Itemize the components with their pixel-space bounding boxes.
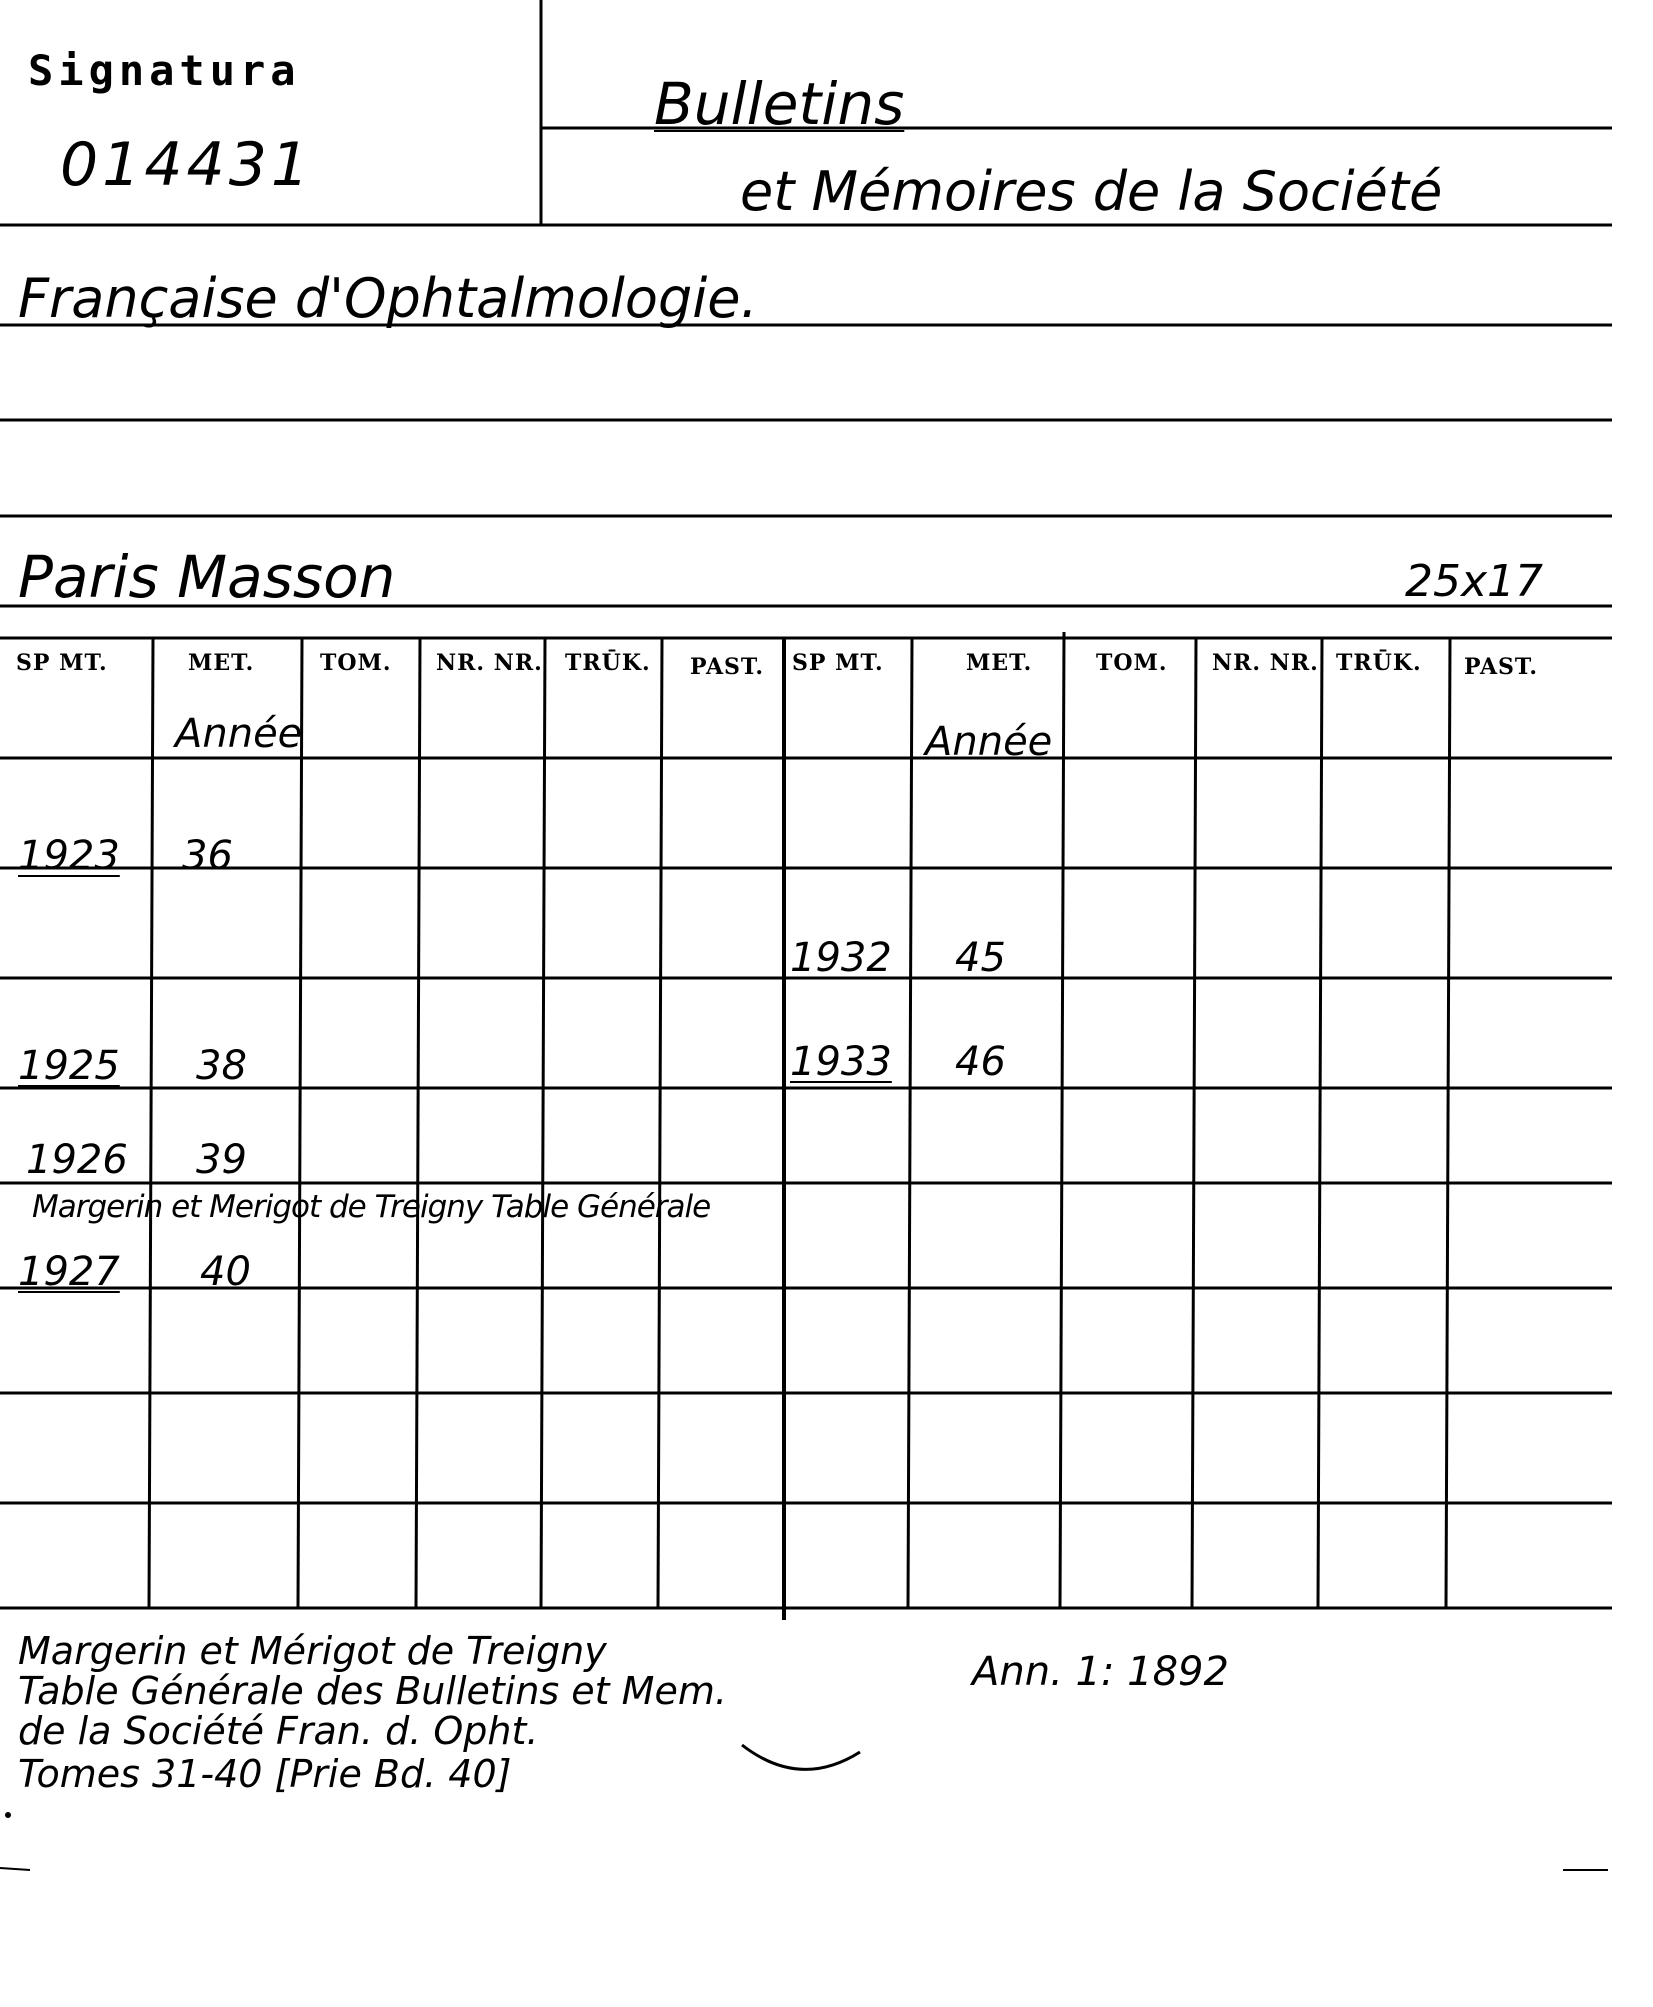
volume-45: 45 (955, 935, 1006, 981)
annee-label-left: Année (175, 711, 303, 757)
footnote-line-3: de la Société Fran. d. Opht. (18, 1709, 539, 1753)
year-1932: 1932 (790, 935, 892, 981)
header-sp-mt: SP MT. (16, 650, 108, 676)
year-1926: 1926 (26, 1137, 128, 1183)
header-nr-nr: NR. NR. (436, 650, 543, 676)
year-1923: 1923 (18, 833, 120, 879)
footnote-line-1: Margerin et Mérigot de Treigny (18, 1629, 607, 1673)
signatura-number: 014431 (60, 130, 314, 200)
header-sp-mt-right: SP MT. (792, 650, 884, 676)
volume-36: 36 (182, 833, 233, 879)
volume-38: 38 (196, 1043, 247, 1089)
footnote-line-4: Tomes 31-40 [Prie Bd. 40] (18, 1752, 512, 1796)
year-1933: 1933 (790, 1039, 892, 1085)
footnote-line-2: Table Générale des Bulletins et Mem. (18, 1669, 727, 1713)
publisher: Paris Masson (18, 543, 396, 611)
title-line-2: et Mémoires de la Société (740, 160, 1443, 223)
header-nr-nr-right: NR. NR. (1212, 650, 1319, 676)
volume-40: 40 (200, 1249, 251, 1295)
signatura-label: Signatura (28, 46, 301, 95)
header-past: PAST. (690, 654, 765, 680)
header-truk: TRŪK. (565, 650, 651, 676)
title-line-1: Bulletins (654, 70, 905, 138)
annee-label-right: Année (925, 719, 1053, 765)
header-past-right: PAST. (1464, 654, 1539, 680)
header-met: MET. (188, 650, 255, 676)
title-line-3: Française d'Ophtalmologie. (18, 267, 758, 330)
annotation-first-volume: Ann. 1: 1892 (972, 1649, 1229, 1695)
header-truk-right: TRŪK. (1336, 650, 1422, 676)
year-1925: 1925 (18, 1043, 120, 1089)
row-note-table-generale: Margerin et Merigot de Treigny Table Générale (32, 1189, 711, 1225)
header-met-right: MET. (966, 650, 1033, 676)
volume-46: 46 (955, 1039, 1006, 1085)
year-1927: 1927 (18, 1249, 120, 1295)
header-tom-right: TOM. (1096, 650, 1168, 676)
format-size: 25x17 (1405, 556, 1544, 607)
header-tom: TOM. (320, 650, 392, 676)
volume-39: 39 (196, 1137, 247, 1183)
